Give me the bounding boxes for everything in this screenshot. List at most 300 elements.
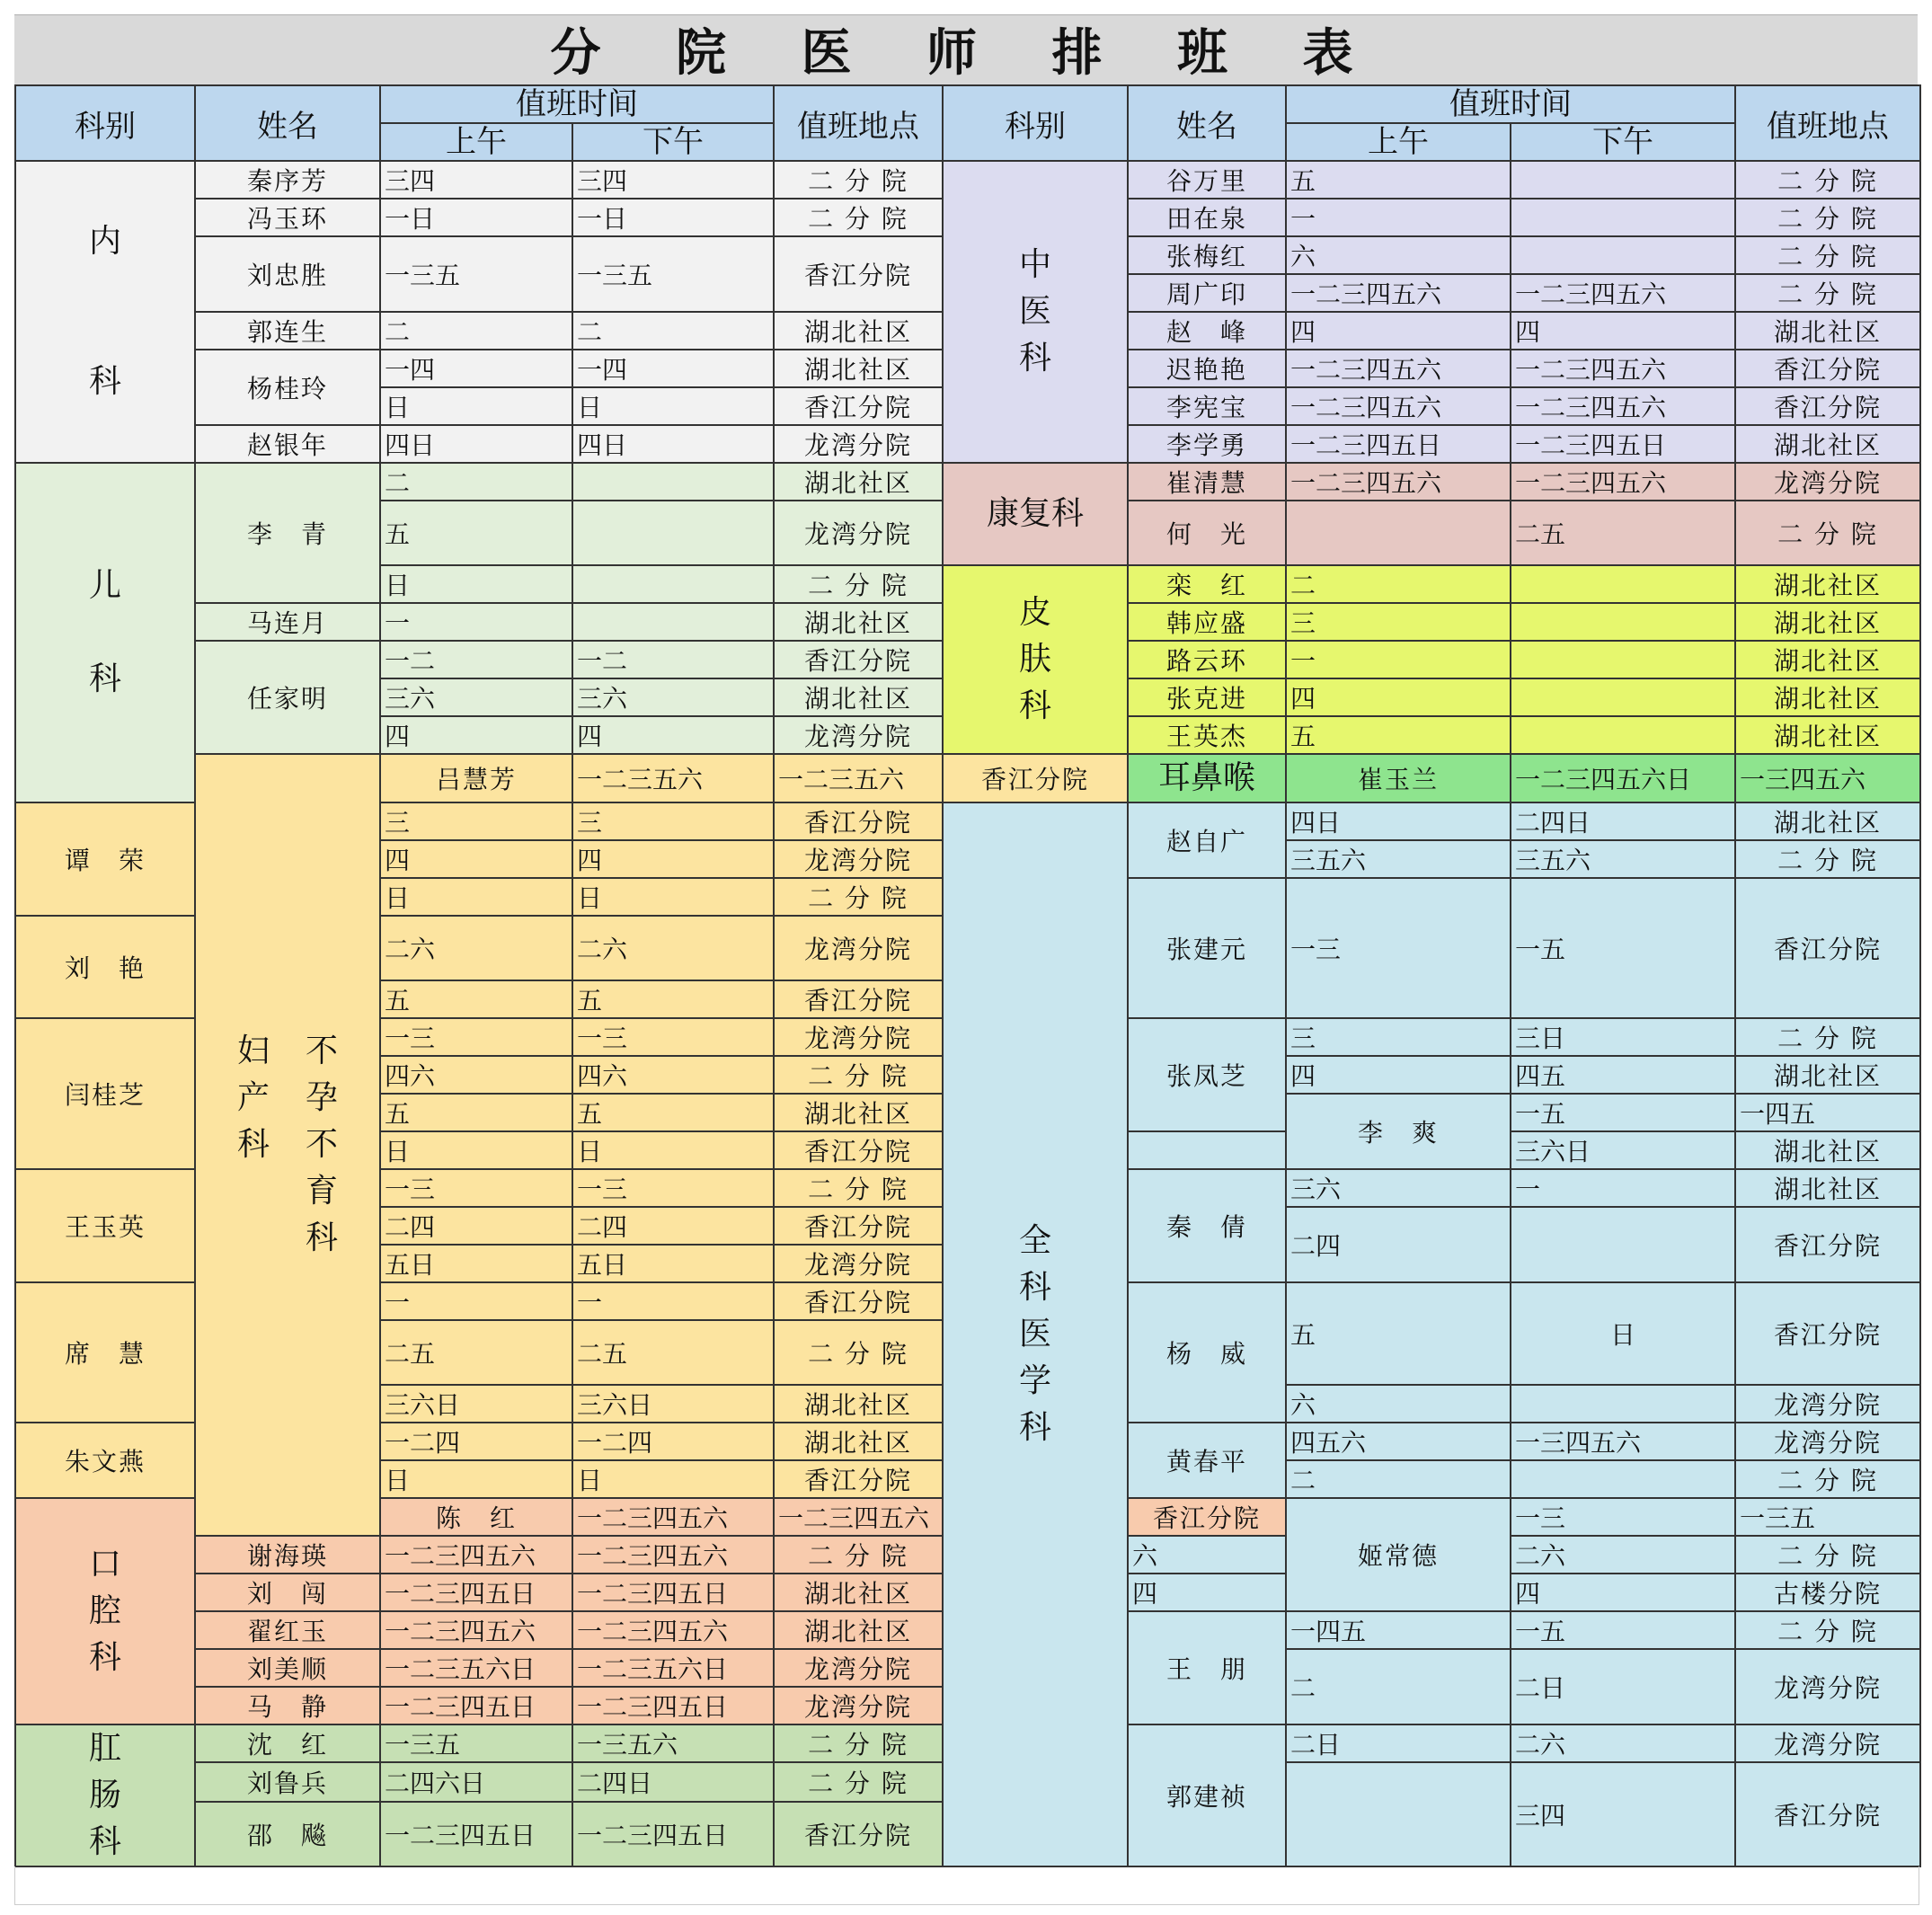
duty-days: 六 [1286, 1385, 1511, 1423]
doctor-name: 崔玉兰 [1286, 754, 1511, 802]
duty-days: 二五 [1511, 501, 1735, 565]
duty-place: 龙湾分院 [1735, 1724, 1920, 1762]
duty-days: 日 [1511, 1282, 1735, 1385]
duty-days: 四日 [380, 425, 572, 463]
duty-days: 四日 [1286, 802, 1511, 840]
dept-label: 肛 肠 科 [88, 1730, 121, 1860]
dept-label: 口 腔 科 [88, 1546, 121, 1676]
dept-cell [943, 161, 1128, 463]
dept-cell [943, 802, 1128, 1866]
duty-place: 湖北社区 [774, 1574, 943, 1611]
duty-place: 香江分院 [774, 641, 943, 678]
doctor-name: 马 静 [195, 1687, 380, 1724]
duty-days: 一三四五六 [1735, 754, 1920, 802]
duty-place: 二 分 院 [774, 565, 943, 603]
doctor-name: 李宪宝 [1128, 387, 1286, 425]
header-name: 姓名 [195, 85, 380, 161]
duty-days: 三六 [380, 678, 572, 716]
doctor-name: 朱文燕 [15, 1423, 195, 1498]
duty-days [1128, 1131, 1286, 1169]
duty-place: 湖北社区 [774, 312, 943, 350]
dept-cell [15, 1498, 195, 1724]
duty-days: 一 [1286, 641, 1511, 678]
dept-cell [15, 1724, 195, 1866]
duty-days: 一五 [1511, 878, 1735, 1018]
duty-place: 湖北社区 [1735, 565, 1920, 603]
duty-days: 四六 [380, 1056, 572, 1094]
header-dept-right: 科别 [943, 85, 1128, 161]
duty-days: 一 [1286, 199, 1511, 236]
duty-days: 一四 [380, 350, 572, 387]
duty-place: 香江分院 [774, 236, 943, 312]
duty-days: 一二三四五六 [1286, 463, 1511, 501]
duty-days: 四 [380, 840, 572, 878]
duty-days: 二五 [572, 1320, 774, 1385]
duty-place: 香江分院 [774, 1282, 943, 1320]
duty-days: 一二三四五日 [380, 1802, 572, 1866]
duty-days: 四 [1511, 1574, 1735, 1611]
duty-days: 二 [572, 312, 774, 350]
duty-place: 香江分院 [774, 1131, 943, 1169]
header-time: 值班时间 [380, 85, 774, 123]
duty-days [1286, 501, 1511, 565]
duty-days: 一二四 [380, 1423, 572, 1460]
duty-days: 一二三四五六 [1511, 463, 1735, 501]
dept-label: 儿 科 [88, 567, 121, 697]
doctor-name: 秦 倩 [1128, 1169, 1286, 1282]
dept-cell [943, 565, 1128, 754]
schedule-table [14, 84, 1921, 1867]
duty-days: 一日 [572, 199, 774, 236]
duty-place: 龙湾分院 [1735, 1385, 1920, 1423]
duty-days: 一二三四五六 [572, 1498, 774, 1536]
duty-days: 五日 [380, 1245, 572, 1282]
duty-place: 二 分 院 [774, 1169, 943, 1207]
duty-days: 三 [1286, 1018, 1511, 1056]
duty-days: 一 [380, 1282, 572, 1320]
header-pm-right: 下午 [1511, 123, 1735, 161]
doctor-name: 张建元 [1128, 878, 1286, 1018]
duty-days: 一二三四五六 [1286, 350, 1511, 387]
duty-days: 四日 [572, 425, 774, 463]
duty-days [1511, 603, 1735, 641]
duty-days [1511, 1460, 1735, 1498]
duty-place: 龙湾分院 [774, 425, 943, 463]
duty-place: 香江分院 [1735, 1282, 1920, 1385]
duty-place: 湖北社区 [774, 603, 943, 641]
duty-days: 二四 [572, 1207, 774, 1245]
duty-days: 二四 [380, 1207, 572, 1245]
duty-days: 三六日 [572, 1385, 774, 1423]
duty-days: 三六 [572, 678, 774, 716]
duty-days [1511, 199, 1735, 236]
duty-days: 五 [380, 501, 572, 565]
doctor-name: 刘 闯 [195, 1574, 380, 1611]
doctor-name: 谢海瑛 [195, 1536, 380, 1574]
duty-days: 一二三四五日 [572, 1687, 774, 1724]
duty-days: 二四日 [1511, 802, 1735, 840]
doctor-name: 陈 红 [380, 1498, 572, 1536]
duty-days: 三六日 [1511, 1131, 1735, 1169]
duty-days: 一二三五六 [774, 754, 943, 802]
dept-cell [15, 161, 195, 463]
duty-days: 四 [572, 716, 774, 754]
duty-days: 一二三四五日 [572, 1574, 774, 1611]
duty-days [1511, 1207, 1735, 1282]
duty-days: 日 [380, 878, 572, 916]
duty-days: 日 [380, 1131, 572, 1169]
duty-place: 二 分 院 [1735, 199, 1920, 236]
duty-days: 四 [1286, 1056, 1511, 1094]
duty-days: 一 [572, 1282, 774, 1320]
duty-place: 湖北社区 [774, 1423, 943, 1460]
duty-days: 一二三四五六 [1511, 274, 1735, 312]
doctor-name: 赵银年 [195, 425, 380, 463]
page-title: 分 院 医 师 排 班 表 [14, 14, 1918, 85]
duty-days: 日 [572, 387, 774, 425]
duty-place: 二 分 院 [1735, 1536, 1920, 1574]
duty-place: 二 分 院 [1735, 1611, 1920, 1649]
duty-days [1511, 236, 1735, 274]
duty-days: 三六日 [380, 1385, 572, 1423]
header-am: 上午 [380, 123, 572, 161]
duty-days: 日 [572, 878, 774, 916]
duty-days [572, 501, 774, 565]
duty-days: 三 [380, 802, 572, 840]
duty-place: 龙湾分院 [1735, 463, 1920, 501]
duty-days: 四 [1511, 312, 1735, 350]
duty-days: 一三 [572, 1018, 774, 1056]
doctor-name: 崔清慧 [1128, 463, 1286, 501]
duty-days: 二 [1286, 565, 1511, 603]
duty-place: 二 分 院 [774, 878, 943, 916]
doctor-name: 李 爽 [1286, 1094, 1511, 1169]
doctor-name: 翟红玉 [195, 1611, 380, 1649]
duty-days: 四 [1286, 678, 1511, 716]
doctor-name: 谭 荣 [15, 802, 195, 916]
table-row [15, 754, 1920, 802]
duty-days: 一二三四五日 [380, 1687, 572, 1724]
duty-days: 日 [380, 387, 572, 425]
doctor-name: 刘忠胜 [195, 236, 380, 312]
duty-place: 二 分 院 [1735, 1460, 1920, 1498]
duty-days [572, 463, 774, 501]
duty-days: 五 [572, 980, 774, 1018]
dept-label: 妇产科 [236, 1033, 270, 1163]
doctor-name: 秦序芳 [195, 161, 380, 199]
duty-place: 香江分院 [774, 1460, 943, 1498]
duty-days: 一日 [380, 199, 572, 236]
doctor-name: 王玉英 [15, 1169, 195, 1282]
doctor-name: 王 朋 [1128, 1611, 1286, 1724]
duty-place: 二 分 院 [774, 1762, 943, 1802]
duty-place: 香江分院 [774, 1802, 943, 1866]
duty-days: 一五 [1511, 1611, 1735, 1649]
duty-days: 一二三四五日 [380, 1574, 572, 1611]
doctor-name: 谷万里 [1128, 161, 1286, 199]
header-place-right: 值班地点 [1735, 85, 1920, 161]
duty-place: 二 分 院 [774, 1320, 943, 1385]
duty-place: 龙湾分院 [774, 1245, 943, 1282]
duty-place: 香江分院 [774, 802, 943, 840]
duty-days: 一三五 [380, 236, 572, 312]
duty-place: 湖北社区 [1735, 1169, 1920, 1207]
duty-days: 四 [1286, 312, 1511, 350]
duty-place: 二 分 院 [774, 199, 943, 236]
duty-days: 一二三四五日 [572, 1802, 774, 1866]
duty-place: 湖北社区 [1735, 716, 1920, 754]
duty-days: 五 [1286, 161, 1511, 199]
duty-days: 一二三四五日 [1286, 425, 1511, 463]
duty-place: 龙湾分院 [1735, 1649, 1920, 1724]
dept-label: 不孕不育科 [305, 1033, 338, 1256]
duty-place: 湖北社区 [1735, 603, 1920, 641]
duty-place: 二 分 院 [1735, 274, 1920, 312]
duty-days: 二六 [380, 916, 572, 980]
duty-days: 二四六日 [380, 1762, 572, 1802]
duty-days [1511, 641, 1735, 678]
doctor-name: 赵自广 [1128, 802, 1286, 878]
duty-place: 湖北社区 [774, 350, 943, 387]
doctor-name: 田在泉 [1128, 199, 1286, 236]
duty-place: 二 分 院 [774, 1536, 943, 1574]
duty-days: 三六 [1286, 1169, 1511, 1207]
duty-place: 二 分 院 [1735, 236, 1920, 274]
duty-place: 湖北社区 [1735, 641, 1920, 678]
duty-days: 二日 [1286, 1724, 1511, 1762]
duty-place: 古楼分院 [1735, 1574, 1920, 1611]
duty-days [1511, 565, 1735, 603]
duty-place: 湖北社区 [774, 1385, 943, 1423]
doctor-name: 张梅红 [1128, 236, 1286, 274]
header-dept: 科别 [15, 85, 195, 161]
doctor-name: 杨桂玲 [195, 350, 380, 425]
doctor-name: 李学勇 [1128, 425, 1286, 463]
footer-row [14, 1866, 1919, 1905]
duty-days: 一二三四五六 [572, 1536, 774, 1574]
header-place: 值班地点 [774, 85, 943, 161]
duty-place: 龙湾分院 [774, 716, 943, 754]
duty-place: 龙湾分院 [774, 840, 943, 878]
duty-days: 一二三五六日 [572, 1649, 774, 1687]
duty-place: 香江分院 [774, 980, 943, 1018]
duty-days: 二六 [1511, 1536, 1735, 1574]
duty-days: 一二三五六 [572, 754, 774, 802]
duty-days: 一二三四五六 [380, 1611, 572, 1649]
dept-label: 康复科 [986, 495, 1084, 532]
duty-days: 日 [380, 565, 572, 603]
duty-days: 二四 [1286, 1207, 1511, 1282]
dept-cell [1128, 754, 1286, 802]
duty-days: 一三 [1286, 878, 1511, 1018]
duty-days: 二 [1286, 1460, 1511, 1498]
duty-days: 一二三四五六 [1286, 387, 1511, 425]
duty-place: 湖北社区 [1735, 1131, 1920, 1169]
duty-days: 日 [572, 1131, 774, 1169]
duty-days: 五 [572, 1094, 774, 1131]
doctor-name: 席 慧 [15, 1282, 195, 1423]
duty-days: 四五六 [1286, 1423, 1511, 1460]
doctor-name: 刘 艳 [15, 916, 195, 1018]
duty-days: 一二三四五六 [380, 1536, 572, 1574]
duty-place: 香江分院 [1128, 1498, 1286, 1536]
duty-days: 二六 [572, 916, 774, 980]
doctor-name: 马连月 [195, 603, 380, 641]
table-row [15, 463, 1920, 501]
duty-days: 一三 [380, 1018, 572, 1056]
duty-place: 二 分 院 [1735, 161, 1920, 199]
duty-days: 一二三四五六 [1286, 274, 1511, 312]
duty-days: 四五 [1511, 1056, 1735, 1094]
doctor-name: 张克进 [1128, 678, 1286, 716]
duty-days: 四六 [572, 1056, 774, 1094]
doctor-name: 黄春平 [1128, 1423, 1286, 1498]
doctor-name: 闫桂芝 [15, 1018, 195, 1169]
header-am-right: 上午 [1286, 123, 1511, 161]
duty-days: 一三 [380, 1169, 572, 1207]
duty-days [1511, 678, 1735, 716]
dept-label: 耳鼻喉 [1157, 759, 1255, 796]
doctor-name: 张凤芝 [1128, 1018, 1286, 1131]
duty-place: 香江分院 [1735, 350, 1920, 387]
duty-place: 湖北社区 [1735, 312, 1920, 350]
duty-days: 三 [1286, 603, 1511, 641]
duty-days: 一二三四五六日 [1511, 754, 1735, 802]
duty-place: 二 分 院 [774, 161, 943, 199]
doctor-name: 何 光 [1128, 501, 1286, 565]
doctor-name: 路云环 [1128, 641, 1286, 678]
duty-place: 龙湾分院 [774, 501, 943, 565]
duty-days: 一三四五六 [1511, 1423, 1735, 1460]
duty-days [572, 565, 774, 603]
duty-place: 湖北社区 [1735, 678, 1920, 716]
duty-place: 二 分 院 [774, 1724, 943, 1762]
duty-days: 一 [1511, 1169, 1735, 1207]
header-name-right: 姓名 [1128, 85, 1286, 161]
duty-days [1286, 1762, 1511, 1866]
duty-days: 二 [380, 312, 572, 350]
duty-place: 香江分院 [774, 387, 943, 425]
doctor-name: 吕慧芳 [380, 754, 572, 802]
duty-days: 三日 [1511, 1018, 1735, 1056]
duty-days: 二 [1286, 1649, 1511, 1724]
dept-label: 皮 肤 科 [1018, 594, 1051, 724]
duty-place: 湖北社区 [774, 1611, 943, 1649]
dept-label: 中 医 科 [1018, 246, 1051, 377]
duty-days [572, 603, 774, 641]
duty-days: 日 [572, 1460, 774, 1498]
duty-days [1511, 716, 1735, 754]
duty-days: 五 [1286, 716, 1511, 754]
duty-place: 二 分 院 [1735, 840, 1920, 878]
doctor-name: 赵 峰 [1128, 312, 1286, 350]
duty-place: 湖北社区 [774, 1094, 943, 1131]
doctor-name: 韩应盛 [1128, 603, 1286, 641]
duty-days: 一三 [572, 1169, 774, 1207]
doctor-name: 郭连生 [195, 312, 380, 350]
duty-days: 二日 [1511, 1649, 1735, 1724]
duty-days: 一三五六 [572, 1724, 774, 1762]
duty-days: 六 [1286, 236, 1511, 274]
doctor-name: 迟艳艳 [1128, 350, 1286, 387]
duty-days: 日 [380, 1460, 572, 1498]
duty-days: 六 [1128, 1536, 1286, 1574]
duty-place: 二 分 院 [1735, 501, 1920, 565]
duty-place: 二 分 院 [1735, 1018, 1920, 1056]
duty-days: 三四 [1511, 1762, 1735, 1866]
duty-days: 一三五 [380, 1724, 572, 1762]
duty-place: 香江分院 [1735, 1207, 1920, 1282]
duty-days: 五 [380, 980, 572, 1018]
duty-days: 一四五 [1286, 1611, 1511, 1649]
duty-place: 龙湾分院 [774, 1687, 943, 1724]
duty-place: 龙湾分院 [774, 1649, 943, 1687]
doctor-name: 周广印 [1128, 274, 1286, 312]
duty-days [1511, 161, 1735, 199]
duty-place: 二 分 院 [774, 1056, 943, 1094]
duty-days: 一二三四五六 [572, 1611, 774, 1649]
duty-days: 五 [380, 1094, 572, 1131]
duty-days: 一二 [572, 641, 774, 678]
duty-days: 一二四 [572, 1423, 774, 1460]
dept-cell [15, 463, 195, 802]
duty-days: 五 [1286, 1282, 1511, 1385]
header-time-right: 值班时间 [1286, 85, 1735, 123]
duty-place: 湖北社区 [1735, 1056, 1920, 1094]
table-row [15, 161, 1920, 199]
duty-days: 二四日 [572, 1762, 774, 1802]
duty-days [1511, 1385, 1735, 1423]
dept-label: 全 科 医 学 科 [1018, 1222, 1051, 1446]
duty-days: 三四 [572, 161, 774, 199]
duty-days: 四 [380, 716, 572, 754]
duty-days: 一 [380, 603, 572, 641]
duty-days: 一三五 [1735, 1498, 1920, 1536]
doctor-name: 冯玉环 [195, 199, 380, 236]
duty-days: 三四 [380, 161, 572, 199]
duty-place: 湖北社区 [774, 678, 943, 716]
duty-days: 一二三五六日 [380, 1649, 572, 1687]
duty-days: 四 [572, 840, 774, 878]
doctor-name: 刘鲁兵 [195, 1762, 380, 1802]
duty-days: 一二三四五日 [1511, 425, 1735, 463]
duty-days: 四 [1128, 1574, 1286, 1611]
doctor-name: 郭建祯 [1128, 1724, 1286, 1866]
duty-days: 一二 [380, 641, 572, 678]
duty-days: 一二三四五六 [1511, 350, 1735, 387]
duty-days: 三 [572, 802, 774, 840]
duty-days: 一五 [1511, 1094, 1735, 1131]
duty-days: 三五六 [1286, 840, 1511, 878]
header-pm: 下午 [572, 123, 774, 161]
duty-place: 香江分院 [943, 754, 1128, 802]
duty-place: 龙湾分院 [774, 1018, 943, 1056]
duty-days: 一三 [1511, 1498, 1735, 1536]
duty-days: 二 [380, 463, 572, 501]
dept-cell [943, 463, 1128, 565]
duty-place: 湖北社区 [1735, 425, 1920, 463]
dept-cell-obgyn [195, 754, 380, 1536]
dept-label: 内 科 [88, 223, 121, 400]
duty-days: 一二三四五六 [1511, 387, 1735, 425]
duty-days: 二六 [1511, 1724, 1735, 1762]
doctor-name: 栾 红 [1128, 565, 1286, 603]
duty-days: 二五 [380, 1320, 572, 1385]
duty-place: 香江分院 [1735, 1762, 1920, 1866]
doctor-name: 沈 红 [195, 1724, 380, 1762]
schedule-body [15, 161, 1920, 1866]
duty-days: 一四 [572, 350, 774, 387]
